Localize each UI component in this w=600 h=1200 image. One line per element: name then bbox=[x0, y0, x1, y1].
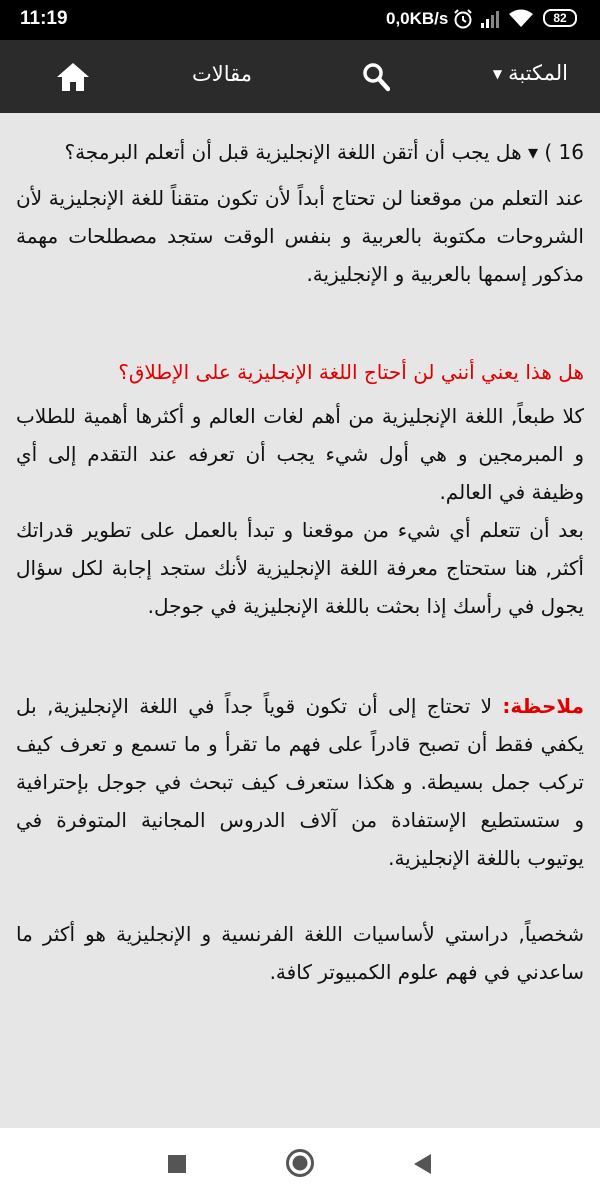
network-speed: 0,0KB/s bbox=[386, 9, 449, 28]
articles-tab[interactable]: مقالات bbox=[192, 62, 253, 86]
note-paragraph bbox=[16, 687, 584, 877]
subheading: هل هذا يعني أنني لن أحتاج اللغة الإنجليزية على الإطلاق؟ bbox=[118, 360, 584, 384]
recents-icon[interactable] bbox=[167, 1154, 187, 1174]
home-icon[interactable] bbox=[56, 62, 90, 92]
battery-level: 82 bbox=[553, 11, 567, 25]
signal-icon bbox=[480, 8, 502, 30]
article-content bbox=[0, 113, 600, 1128]
paragraph-3: بعد أن تتعلم أي شيء من موقعنا و تبدأ بالعمل على تطوير قدراتك أكثر, هنا ستحتاج معرفة اللغة الإنجليزية لأنك ستجد إجابة لكل سؤال يجول في رأسك إذا بحثت باللغة الإنجليزية في جوجل. bbox=[16, 518, 584, 618]
library-label: المكتبة bbox=[508, 61, 568, 85]
battery-icon bbox=[543, 9, 577, 27]
note-label: ملاحظة: bbox=[502, 694, 584, 718]
paragraph-4: شخصياً, دراستي لأساسيات اللغة الفرنسية و الإنجليزية هو أكثر ما ساعدني في فهم علوم الكمبيوتر كافة. bbox=[16, 922, 584, 984]
status-bar bbox=[0, 0, 600, 40]
question-heading[interactable]: 16 ) ▾ هل يجب أن أتقن اللغة الإنجليزية قبل أن أتعلم البرمجة؟ bbox=[64, 140, 584, 164]
paragraph-2: كلا طبعاً, اللغة الإنجليزية من أهم لغات العالم و أكثرها أهمية للطلاب و المبرمجين و هي أول شيء يجب أن تعرفه عند التقدم إلى أي وظيفة في العالم. bbox=[16, 404, 584, 504]
search-icon[interactable] bbox=[362, 62, 390, 92]
app-toolbar bbox=[0, 40, 600, 113]
library-menu[interactable] bbox=[493, 61, 568, 85]
back-icon[interactable] bbox=[411, 1152, 433, 1176]
system-nav-bar bbox=[0, 1128, 600, 1200]
status-time: 11:19 bbox=[20, 8, 68, 29]
note-text: لا تحتاج إلى أن تكون قوياً جداً في اللغة الإنجليزية, بل يكفي فقط أن تصبح قادراً على فهم ما تقرأ و ما تسمع و تعرف كيف تركب جمل بسيطة. و هكذا ستعرف كيف تبحث في جوجل بإحترافية و ستستطيع الإستفادة من آلاف الدروس المجانية المتوفرة في يوتيوب باللغة الإنجليزية. bbox=[16, 694, 584, 870]
wifi-icon bbox=[508, 8, 534, 30]
paragraph-1: عند التعلم من موقعنا لن تحتاج أبداً لأن تكون متقناً للغة الإنجليزية لأن الشروحات مكتوبة بالعربية و بنفس الوقت ستجد مصطلحات مهمة مذكور إسمها بالعربية و الإنجليزية. bbox=[16, 186, 584, 286]
caret-down-icon: ▼ bbox=[492, 67, 503, 81]
home-circle-icon[interactable] bbox=[285, 1148, 315, 1178]
alarm-icon bbox=[452, 8, 474, 30]
